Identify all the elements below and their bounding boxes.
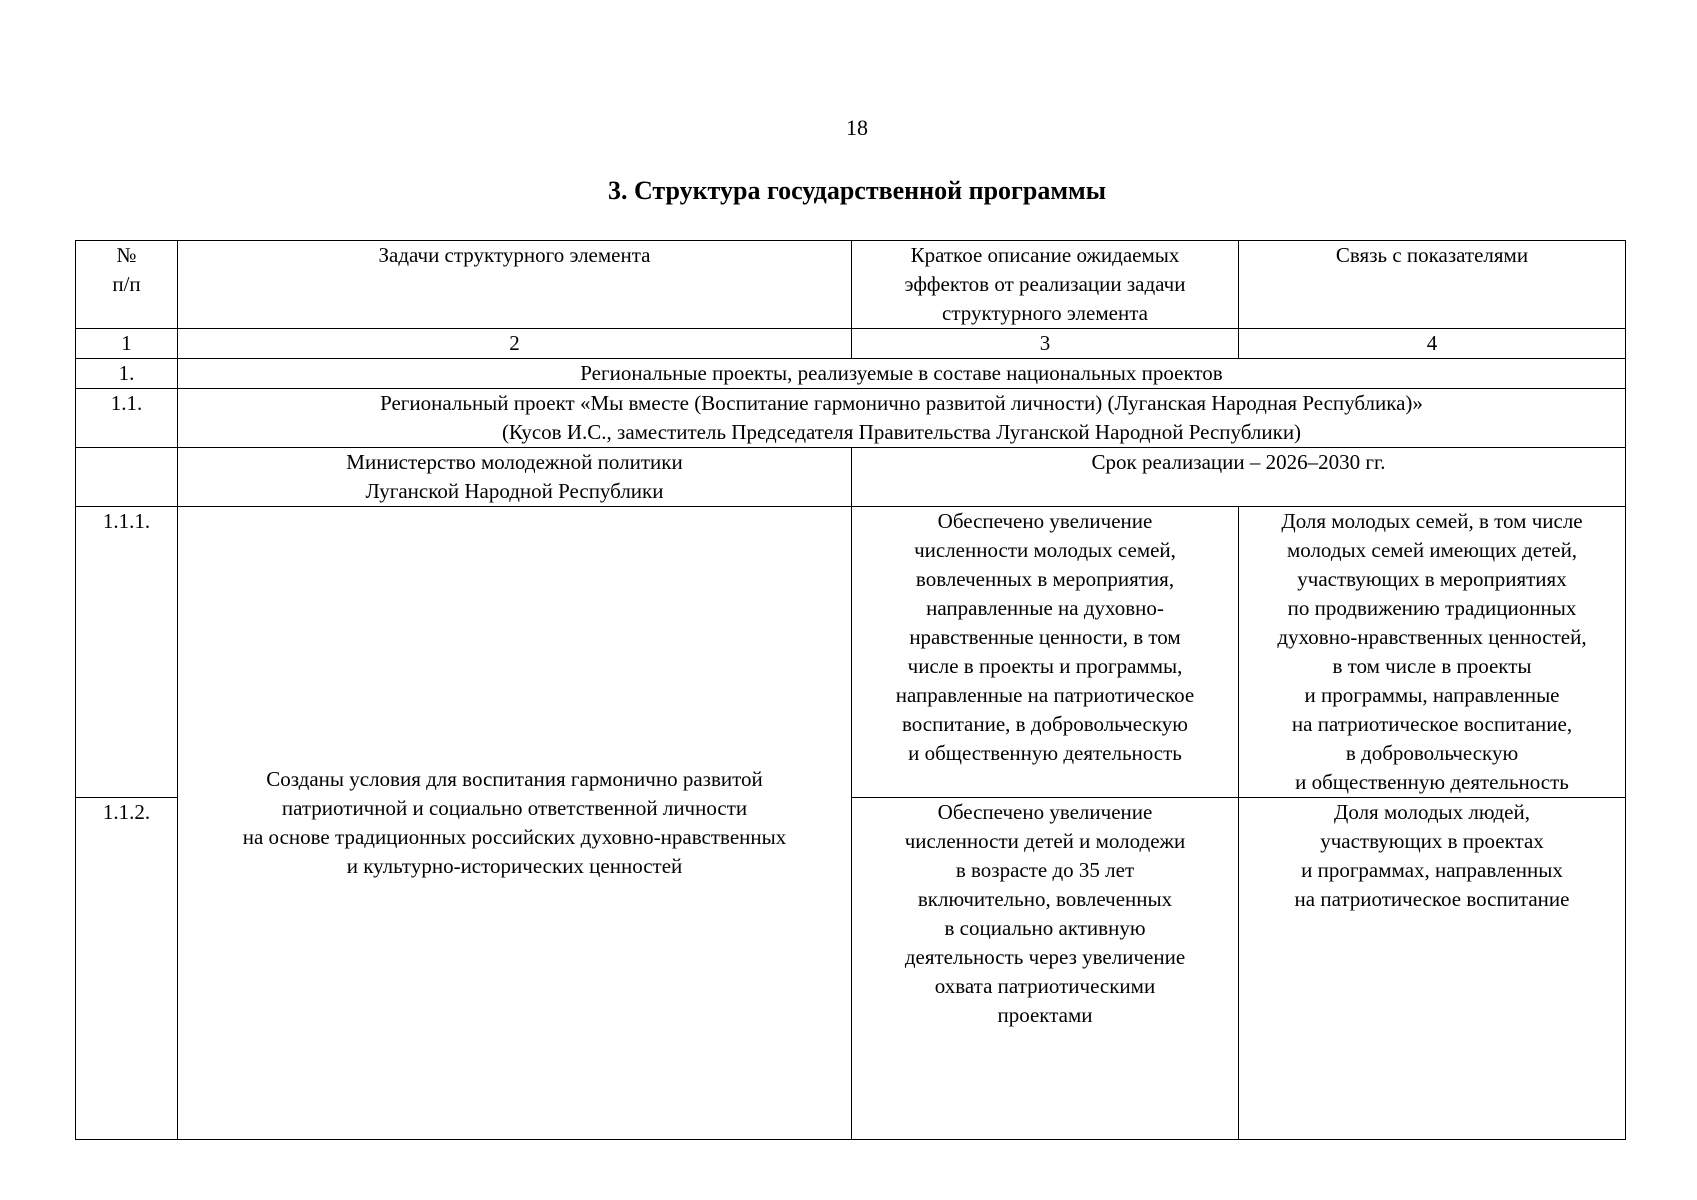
indicator-text: Доля молодых семей, в том числе молодых семей имеющих детей, участвующих в мероприятиях по продвижению традиционных духовно-нравственных ценностей, в том числе в проекты и программы, направленные на патриотическое воспитание, в добровольческую и общественную деятельность <box>1239 507 1626 798</box>
header-indicators: Связь с показателями <box>1239 241 1626 329</box>
column-number: 2 <box>178 329 852 359</box>
section-number: 1. <box>76 359 178 389</box>
section-title: 3. Структура государственной программы <box>607 176 1107 205</box>
table-row <box>76 507 1626 798</box>
column-number: 4 <box>1239 329 1626 359</box>
structure-table <box>75 240 1626 1140</box>
column-number: 3 <box>852 329 1239 359</box>
implementation-term: Срок реализации – 2026–2030 гг. <box>852 448 1626 507</box>
section-text: Региональные проекты, реализуемые в составе национальных проектов <box>178 359 1626 389</box>
section-row <box>76 359 1626 389</box>
header-effects: Краткое описание ожидаемых эффектов от реализации задачи структурного элемента <box>852 241 1239 329</box>
header-number: № п/п <box>76 241 178 329</box>
effect-text: Обеспечено увеличение численности молодых семей, вовлеченных в мероприятия, направленные на духовно- нравственные ценности, в том числе в проекты и программы, направленные на патриотическое воспитание, в добровольческую и общественную деятельность <box>852 507 1239 798</box>
header-tasks: Задачи структурного элемента <box>178 241 852 329</box>
responsible-row <box>76 448 1626 507</box>
project-number: 1.1. <box>76 389 178 448</box>
responsible-empty-cell <box>76 448 178 507</box>
responsible-org: Министерство молодежной политики Луганской Народной Республики <box>178 448 852 507</box>
row-number: 1.1.1. <box>76 507 178 798</box>
project-row <box>76 389 1626 448</box>
task-text: Созданы условия для воспитания гармонично развитой патриотичной и социально ответственной личности на основе традиционных российских духовно-нравственных и культурно-исторических ценностей <box>178 507 852 1140</box>
page-number: 18 <box>846 115 868 140</box>
column-number-row <box>76 329 1626 359</box>
header-row <box>76 241 1626 329</box>
indicator-text: Доля молодых людей, участвующих в проектах и программах, направленных на патриотическое воспитание <box>1239 798 1626 1140</box>
project-text: Региональный проект «Мы вместе (Воспитание гармонично развитой личности) (Луганская Народная Республика)» (Кусов И.С., заместитель Председателя Правительства Луганской Народной Республики) <box>178 389 1626 448</box>
effect-text: Обеспечено увеличение численности детей и молодежи в возрасте до 35 лет включительно, вовлеченных в социально активную деятельность через увеличение охвата патриотическими проектами <box>852 798 1239 1140</box>
row-number: 1.1.2. <box>76 798 178 1140</box>
column-number: 1 <box>76 329 178 359</box>
